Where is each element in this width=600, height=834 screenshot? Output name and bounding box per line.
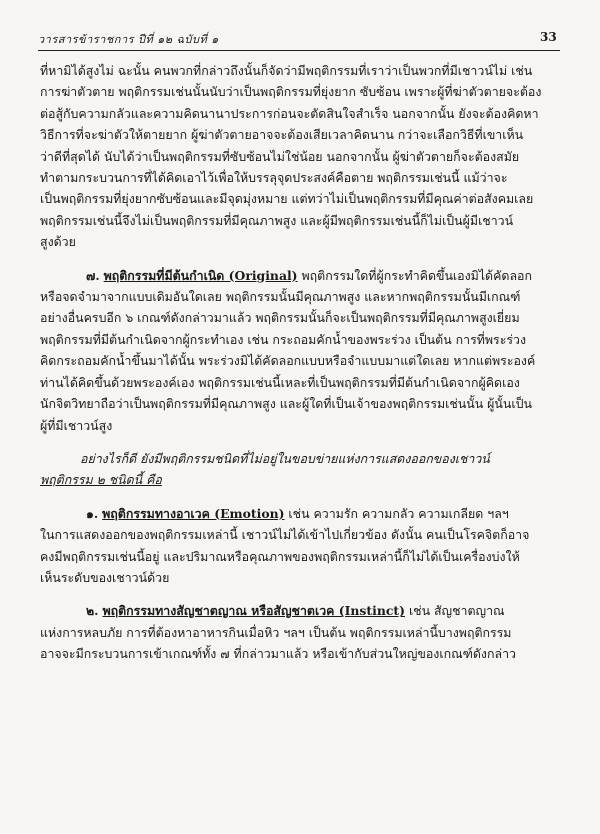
text-line: คงมีพฤติกรรมเช่นนี้อยู่ และปริมาณหรือคุณภาพของพฤติกรรมเหล่านี้ก็ไม่ได้เป็นเครื่องบ่งให้: [40, 548, 520, 564]
text-line: หรือจดจำมาจากแบบเดิมอันใดเลย พฤติกรรมนั้นมีคุณภาพสูง และหากพฤติกรรมนั้นมีเกณฑ์: [40, 289, 521, 305]
text-line: วิธีการที่จะฆ่าตัวให้ตายยาก ผู้ฆ่าตัวตายอาจจะต้องเสียเวลาคิดนาน กว่าจะเลือกวิธีที่เขาเห็น: [40, 127, 524, 143]
text-line: ในการแสดงออกของพฤติกรรมเหล่านี้ เชาวน์ไม่ได้เข้าไปเกี่ยวข้อง ดังนั้น คนเป็นโรคจิตก็อาจ: [40, 527, 530, 543]
item-number: ๒.: [86, 603, 99, 619]
text-line: ทำตามกระบวนการที่ได้คิดเอาไว้เพื่อให้บรรลุจุดประสงค์คือตาย พฤติกรรมเช่นนี้ แม้ว่าจะ: [40, 170, 508, 186]
item-lead-text: พฤติกรรมใดที่ผู้กระทำคิดขึ้นเองมิได้คัดลอก: [301, 267, 532, 283]
item-number: ๑.: [86, 505, 99, 521]
text-line: อาจจะมีกระบวนการเข้าเกณฑ์ทั้ง ๗ ที่กล่าวมาแล้ว หรือเข้ากับส่วนใหญ่ของเกณฑ์ดังกล่าว: [40, 646, 516, 662]
text-line: ผู้ที่มีเชาวน์สูง: [40, 417, 113, 433]
text-line: ที่หามิได้สูงไม่ ฉะนั้น คนพวกที่กล่าวถึงนั้นก็จัดว่ามีพฤติกรรมที่เราว่าเป็นพวกที่มีเชาวน์ไม่ เช่น: [40, 63, 533, 78]
text-line: พฤติกรรมที่มีต้นกำเนิดจากผู้กระทำเอง เช่น กระถอมคักน้ำของพระร่วง เป็นต้น การที่พระร่วง: [40, 331, 527, 347]
text-line: พฤติกรรม ๒ ชนิดนี้ คือ: [40, 472, 162, 488]
text-line: ต่อสู้กับความกลัวและความคิดนานาประการก่อนจะตัดสินใจสำเร็จ นอกจากนั้น ยังจะต้องคิดหา: [40, 105, 539, 121]
page-number: 33: [540, 30, 557, 44]
item-first-line: [40, 503, 560, 524]
paragraph-item-7: [40, 265, 560, 436]
item-heading: พฤติกรรมทางอาเวค (Emotion): [102, 505, 285, 521]
text-line: แห่งการหลบภัย การที่ต้องหาอาหารกินเมื่อหิว ฯลฯ เป็นต้น พฤติกรรมเหล่านี้บางพฤติกรรม: [40, 624, 512, 640]
text-line: อย่างอื่นครบอีก ๖ เกณฑ์ดังกล่าวมาแล้ว พฤติกรรมนั้นก็จะเป็นพฤติกรรมที่มีคุณภาพสูงเยี่ยม: [40, 310, 520, 326]
text-line: ท่านได้คิดขึ้นด้วยพระองค์เอง พฤติกรรมเช่นนี้เหละที่เป็นพฤติกรรมที่มีต้นกำเนิดจากผู้คิดเอง: [40, 374, 520, 390]
text-line: การฆ่าตัวตาย พฤติกรรมเช่นนั้นนับว่าเป็นพฤติกรรมที่ยุ่งยาก ซับซ้อน เพราะผู้ที่ฆ่าตัวตายจะต้อง: [40, 84, 542, 100]
text-line: สูงด้วย: [40, 234, 76, 250]
paragraph-italic-intro: [40, 448, 560, 491]
paragraph-item-1: [40, 503, 560, 589]
text-line: เป็นพฤติกรรมที่ยุ่งยากซับซ้อนและมีจุดมุ่งหมาย แต่ทว่าไม่เป็นพฤติกรรมที่มีคุณค่าต่อสังคมเลย: [40, 191, 534, 207]
item-lead-text: เช่น สัญชาตญาณ: [408, 603, 505, 619]
text-line: คิดกระถอมคักน้ำขึ้นมาได้นั้น พระร่วงมิได้คัดลอกแบบหรือจำแบบมาแต่ใดเลย หากแต่พระองค์: [40, 353, 536, 369]
item-first-line: [40, 265, 560, 286]
text-line: พฤติกรรมเช่นนี้จึงไม่เป็นพฤติกรรมที่มีคุณภาพสูง และผู้มีพฤติกรรมเช่นนี้ก็ไม่เป็นผู้มีเชาวน์: [40, 212, 514, 228]
item-number: ๗.: [86, 267, 100, 283]
item-lead-text: เช่น ความรัก ความกลัว ความเกลียด ฯลฯ: [288, 505, 509, 521]
text-line: อย่างไรก็ดี ยังมีพฤติกรรมชนิดที่ไม่อยู่ในขอบข่ายแห่งการแสดงออกของเชาวน์: [80, 450, 490, 466]
item-first-line: [40, 600, 560, 621]
item-heading: พฤติกรรมที่มีต้นกำเนิด (Original): [103, 267, 298, 283]
paragraph-continuation: [40, 60, 560, 253]
text-line: นักจิตวิทยาถือว่าเป็นพฤติกรรมที่มีคุณภาพสูง และผู้ใดที่เป็นเจ้าของพฤติกรรมเช่นนั้น ผู้นั้นเป็น: [40, 396, 532, 412]
text-line: ว่าดีที่สุดได้ นับได้ว่าเป็นพฤติกรรมที่ซับซ้อนไม่ใช่น้อย นอกจากนั้น ผู้ฆ่าตัวตายก็จะต้องสมัย: [40, 148, 520, 164]
item-heading: พฤติกรรมทางสัญชาตญาณ หรือสัญชาตเวค (Instinct): [102, 603, 405, 619]
paragraph-item-2: [40, 600, 560, 664]
header-rule: [38, 50, 560, 51]
body-text: [40, 60, 560, 665]
running-head: วารสารข้าราชการ ปีที่ ๑๒ ฉบับที่ ๑: [38, 33, 219, 46]
text-line: เห็นระดับของเชาวน์ด้วย: [40, 569, 170, 585]
